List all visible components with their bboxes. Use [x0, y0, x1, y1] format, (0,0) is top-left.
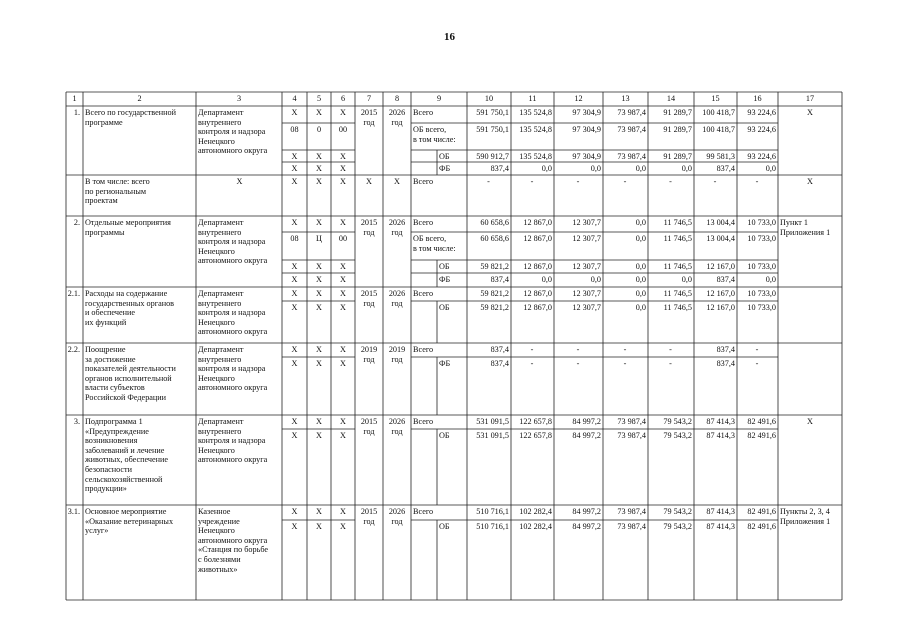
code-cell: Х — [340, 522, 346, 531]
row-note: Х — [807, 108, 813, 117]
row-name: Отдельные мероприятия программы — [85, 218, 171, 237]
value-cell: 12 307,7 — [572, 234, 601, 243]
value-cell: 12 867,0 — [523, 234, 552, 243]
header-col-13: 13 — [621, 94, 630, 103]
value-cell: - — [623, 177, 627, 186]
funding-source: ОБ — [439, 522, 450, 531]
code-cell: Х — [316, 164, 322, 173]
code-cell: Х — [340, 289, 346, 298]
value-cell: 837,4 — [716, 345, 735, 354]
value-cell: 79 543,2 — [663, 522, 692, 531]
code-cell: 00 — [338, 125, 348, 134]
value-cell: 12 167,0 — [706, 262, 735, 271]
value-cell: 0,0 — [635, 275, 646, 284]
code-cell: Х — [291, 177, 298, 186]
code-cell: Х — [340, 218, 346, 227]
value-cell: - — [530, 345, 534, 354]
row-name: Всего по государственной программе — [85, 108, 176, 127]
row-executor: Департамент внутреннего контроля и надзора Ненецкого автономного округа — [198, 417, 268, 465]
value-cell: 12 307,7 — [572, 303, 601, 312]
value-cell: 135 524,8 — [519, 152, 552, 161]
code-cell: Х — [291, 152, 298, 161]
code-cell: 08 — [290, 125, 299, 134]
code-cell: Х — [340, 303, 346, 312]
end-year: Х — [394, 177, 400, 186]
value-cell: 837,4 — [716, 164, 735, 173]
value-cell: 0,0 — [541, 164, 552, 173]
funding-source: Всего — [413, 507, 434, 516]
value-cell: 79 543,2 — [663, 431, 692, 440]
value-cell: - — [487, 177, 490, 186]
code-cell: Х — [340, 152, 346, 161]
value-cell: 0,0 — [590, 164, 601, 173]
header-col-8: 8 — [394, 94, 400, 103]
row-number: 2.2. — [67, 345, 80, 354]
value-cell: - — [755, 359, 759, 368]
code-cell: Х — [316, 177, 322, 186]
code-cell: Х — [316, 289, 322, 298]
value-cell: 93 224,6 — [747, 152, 776, 161]
value-cell: 10 733,0 — [747, 289, 776, 298]
value-cell: - — [576, 359, 580, 368]
value-cell: - — [576, 177, 580, 186]
row-executor: Департамент внутреннего контроля и надзора Ненецкого автономного округа — [198, 345, 268, 393]
code-cell: Х — [340, 345, 346, 354]
row-note: Х — [807, 177, 813, 186]
row-executor: Департамент внутреннего контроля и надзора Ненецкого автономного округа — [198, 289, 268, 337]
value-cell: - — [623, 359, 627, 368]
value-cell: 531 091,5 — [476, 417, 509, 426]
start-year: 2015 год — [360, 218, 378, 237]
code-cell: Х — [316, 262, 322, 271]
code-cell: Х — [340, 177, 346, 186]
value-cell: 12 867,0 — [523, 262, 552, 271]
funding-source: ОБ — [439, 431, 450, 440]
code-cell: Х — [316, 275, 322, 284]
row-executor: Департамент внутреннего контроля и надзора Ненецкого автономного округа — [198, 108, 268, 156]
value-cell: 60 658,6 — [480, 234, 509, 243]
value-cell: 97 304,9 — [572, 108, 601, 117]
code-cell: Х — [340, 262, 346, 271]
code-cell: Х — [291, 359, 298, 368]
value-cell: 73 987,4 — [617, 522, 646, 531]
header-col-2: 2 — [137, 94, 142, 103]
value-cell: 99 581,3 — [706, 152, 735, 161]
value-cell: 100 418,7 — [702, 125, 735, 134]
code-cell: Х — [340, 108, 346, 117]
code-cell: Х — [291, 164, 298, 173]
value-cell: 97 304,9 — [572, 125, 601, 134]
value-cell: 837,4 — [490, 275, 509, 284]
value-cell: - — [669, 345, 672, 354]
value-cell: - — [576, 345, 580, 354]
code-cell: Х — [340, 164, 346, 173]
funding-source: ОБ всего, в том числе: — [413, 234, 456, 253]
value-cell: 11 746,5 — [663, 303, 692, 312]
funding-source: Всего — [413, 177, 434, 186]
value-cell: 82 491,6 — [747, 417, 776, 426]
value-cell: 84 997,2 — [572, 522, 601, 531]
value-cell: 591 750,1 — [476, 125, 509, 134]
row-name: Подпрограмма 1 «Предупреждение возникновения заболеваний и лечение животных, обеспечение безопасности сельскохозяйственной продукции» — [85, 417, 169, 494]
end-year: 2026 год — [388, 507, 406, 526]
code-cell: Х — [291, 275, 298, 284]
end-year: 2019 год — [388, 345, 406, 364]
value-cell: 590 912,7 — [476, 152, 509, 161]
value-cell: 82 491,6 — [747, 522, 776, 531]
header-col-12: 12 — [574, 94, 583, 103]
value-cell: 11 746,5 — [663, 218, 692, 227]
header-col-3: 3 — [236, 94, 242, 103]
value-cell: 79 543,2 — [663, 507, 692, 516]
start-year: 2019 год — [360, 345, 378, 364]
code-cell: Х — [316, 303, 322, 312]
value-cell: 102 282,4 — [519, 522, 552, 531]
value-cell: 73 987,4 — [617, 417, 646, 426]
header-col-10: 10 — [484, 94, 494, 103]
value-cell: 73 987,4 — [617, 152, 646, 161]
value-cell: 0,0 — [590, 275, 601, 284]
value-cell: 12 867,0 — [523, 303, 552, 312]
value-cell: 12 307,7 — [572, 262, 601, 271]
row-number: 3. — [73, 417, 80, 426]
value-cell: 135 524,8 — [519, 125, 552, 134]
funding-source: ФБ — [439, 164, 451, 173]
start-year: 2015 год — [360, 289, 378, 308]
header-col-17: 17 — [805, 94, 815, 103]
value-cell: 100 418,7 — [702, 108, 735, 117]
funding-source: ОБ — [439, 262, 450, 271]
row-executor: Департамент внутреннего контроля и надзора Ненецкого автономного округа — [198, 218, 268, 266]
code-cell: 00 — [338, 234, 348, 243]
funding-source: Всего — [413, 417, 434, 426]
value-cell: 12 867,0 — [523, 289, 552, 298]
row-number: 1. — [73, 108, 80, 117]
funding-source: ОБ всего, в том числе: — [413, 125, 456, 144]
value-cell: 11 746,5 — [663, 289, 692, 298]
value-cell: 510 716,1 — [476, 507, 509, 516]
value-cell: 0,0 — [765, 164, 776, 173]
value-cell: 91 289,7 — [663, 125, 692, 134]
value-cell: 73 987,4 — [617, 507, 646, 516]
value-cell: 0,0 — [635, 218, 646, 227]
code-cell: Х — [340, 507, 346, 516]
code-cell: Х — [291, 218, 298, 227]
value-cell: 11 746,5 — [663, 234, 692, 243]
start-year: 2015 год — [360, 108, 378, 127]
value-cell: 135 524,8 — [519, 108, 552, 117]
value-cell: 60 658,6 — [480, 218, 509, 227]
value-cell: 0,0 — [635, 164, 646, 173]
row-number: 2.1. — [67, 289, 80, 298]
header-col-14: 14 — [666, 94, 676, 103]
row-number: 2. — [73, 218, 80, 227]
header-col-15: 15 — [711, 94, 720, 103]
value-cell: 837,4 — [716, 359, 735, 368]
funding-source: Всего — [413, 218, 434, 227]
value-cell: 0,0 — [635, 234, 646, 243]
value-cell: 59 821,2 — [480, 303, 509, 312]
code-cell: Х — [291, 345, 298, 354]
value-cell: 73 987,4 — [617, 125, 646, 134]
code-cell: Х — [316, 431, 322, 440]
row-name: Основное мероприятие «Оказание ветеринарных услуг» — [85, 507, 174, 536]
value-cell: - — [530, 177, 534, 186]
funding-source: Всего — [413, 108, 434, 117]
code-cell: Х — [316, 345, 322, 354]
value-cell: 0,0 — [635, 262, 646, 271]
row-executor: Х — [236, 177, 243, 186]
value-cell: 84 997,2 — [572, 507, 601, 516]
end-year: 2026 год — [388, 417, 406, 436]
value-cell: 91 289,7 — [663, 152, 692, 161]
header-col-1: 1 — [72, 94, 77, 103]
value-cell: 12 307,7 — [572, 218, 601, 227]
value-cell: 93 224,6 — [747, 125, 776, 134]
row-number: 3.1. — [67, 507, 80, 516]
value-cell: 93 224,6 — [747, 108, 776, 117]
funding-source: Всего — [413, 345, 434, 354]
value-cell: 84 997,2 — [572, 431, 601, 440]
code-cell: Х — [291, 289, 298, 298]
code-cell: Х — [291, 262, 298, 271]
funding-source: ФБ — [439, 359, 451, 368]
page-number: 16 — [444, 31, 455, 43]
value-cell: 73 987,4 — [617, 108, 646, 117]
value-cell: 97 304,9 — [572, 152, 601, 161]
code-cell: Х — [316, 218, 322, 227]
value-cell: 59 821,2 — [480, 289, 509, 298]
value-cell: 0,0 — [635, 303, 646, 312]
code-cell: Х — [316, 359, 322, 368]
value-cell: 837,4 — [490, 345, 509, 354]
row-note: Пункт 1 Приложения 1 — [780, 218, 831, 237]
value-cell: - — [669, 177, 672, 186]
code-cell: Х — [316, 522, 322, 531]
value-cell: 10 733,0 — [747, 234, 776, 243]
value-cell: - — [713, 177, 717, 186]
value-cell: 87 414,3 — [706, 417, 735, 426]
start-year: 2015 год — [360, 507, 378, 526]
code-cell: Х — [340, 275, 346, 284]
value-cell: 837,4 — [716, 275, 735, 284]
funding-source: ФБ — [439, 275, 451, 284]
value-cell: 12 167,0 — [706, 289, 735, 298]
value-cell: 82 491,6 — [747, 431, 776, 440]
value-cell: 10 733,0 — [747, 262, 776, 271]
row-name: В том числе: всего по региональным проектам — [85, 177, 150, 206]
value-cell: - — [530, 359, 534, 368]
funding-source: Всего — [413, 289, 434, 298]
end-year: 2026 год — [388, 289, 406, 308]
row-note: Х — [807, 417, 813, 426]
header-col-11: 11 — [528, 94, 537, 103]
funding-source: ОБ — [439, 303, 450, 312]
code-cell: Х — [291, 108, 298, 117]
value-cell: - — [755, 177, 759, 186]
row-note: Пункты 2, 3, 4 Приложения 1 — [780, 507, 831, 526]
code-cell: Х — [340, 417, 346, 426]
value-cell: - — [755, 345, 759, 354]
value-cell: 0,0 — [765, 275, 776, 284]
start-year: 2015 год — [360, 417, 378, 436]
value-cell: 0,0 — [681, 275, 692, 284]
value-cell: 87 414,3 — [706, 522, 735, 531]
code-cell: Х — [291, 507, 298, 516]
header-col-6: 6 — [340, 94, 346, 103]
code-cell: Х — [316, 507, 322, 516]
code-cell: Ц — [316, 234, 322, 243]
code-cell: Х — [291, 522, 298, 531]
header-col-7: 7 — [366, 94, 372, 103]
value-cell: 837,4 — [490, 164, 509, 173]
header-col-5: 5 — [316, 94, 322, 103]
value-cell: 91 289,7 — [663, 108, 692, 117]
value-cell: 0,0 — [681, 164, 692, 173]
code-cell: Х — [316, 152, 322, 161]
value-cell: 87 414,3 — [706, 507, 735, 516]
value-cell: 12 307,7 — [572, 289, 601, 298]
value-cell: 510 716,1 — [476, 522, 509, 531]
row-executor: Казенное учреждение Ненецкого автономного округа «Станция по борьбе с болезнями животных» — [198, 507, 269, 574]
header-col-16: 16 — [753, 94, 762, 103]
row-name: Поощрение за достижение показателей деятельности органов исполнительной власти субъектов Российской Федерации — [85, 345, 176, 402]
value-cell: 84 997,2 — [572, 417, 601, 426]
funding-source: ОБ — [439, 152, 450, 161]
value-cell: 10 733,0 — [747, 218, 776, 227]
value-cell: 59 821,2 — [480, 262, 509, 271]
value-cell: 0,0 — [541, 275, 552, 284]
value-cell: - — [669, 359, 672, 368]
value-cell: 13 004,4 — [706, 234, 735, 243]
code-cell: Х — [291, 303, 298, 312]
end-year: 2026 год — [388, 108, 406, 127]
value-cell: 79 543,2 — [663, 417, 692, 426]
value-cell: - — [623, 345, 627, 354]
end-year: 2026 год — [388, 218, 406, 237]
start-year: Х — [366, 177, 372, 186]
value-cell: 122 657,8 — [519, 431, 552, 440]
value-cell: 122 657,8 — [519, 417, 552, 426]
value-cell: 12 867,0 — [523, 218, 552, 227]
row-name: Расходы на содержание государственных органов и обеспечение их функций — [85, 289, 175, 327]
code-cell: Х — [316, 417, 322, 426]
value-cell: 531 091,5 — [476, 431, 509, 440]
value-cell: 591 750,1 — [476, 108, 509, 117]
value-cell: 11 746,5 — [663, 262, 692, 271]
header-col-9: 9 — [436, 94, 442, 103]
value-cell: 13 004,4 — [706, 218, 735, 227]
value-cell: 102 282,4 — [519, 507, 552, 516]
code-cell: 08 — [290, 234, 299, 243]
value-cell: 73 987,4 — [617, 431, 646, 440]
value-cell: 10 733,0 — [747, 303, 776, 312]
value-cell: 87 414,3 — [706, 431, 735, 440]
value-cell: 82 491,6 — [747, 507, 776, 516]
code-cell: 0 — [316, 125, 322, 134]
value-cell: 837,4 — [490, 359, 509, 368]
header-col-4: 4 — [292, 94, 297, 103]
value-cell: 0,0 — [635, 289, 646, 298]
code-cell: Х — [340, 359, 346, 368]
code-cell: Х — [316, 108, 322, 117]
value-cell: 12 167,0 — [706, 303, 735, 312]
code-cell: Х — [291, 431, 298, 440]
code-cell: Х — [340, 431, 346, 440]
code-cell: Х — [291, 417, 298, 426]
